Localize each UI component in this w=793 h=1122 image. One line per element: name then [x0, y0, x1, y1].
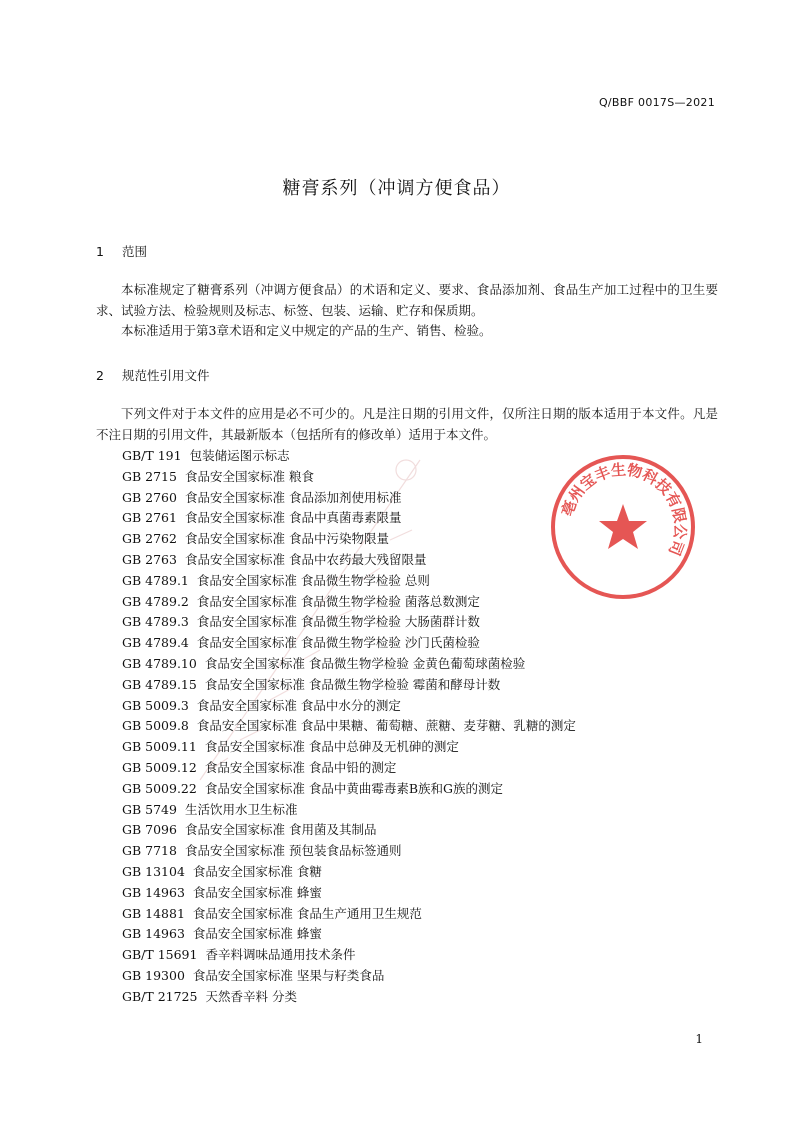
- page-number: 1: [695, 1032, 703, 1046]
- reference-item: [122, 779, 576, 800]
- reference-code: GB 5009.8: [122, 718, 189, 734]
- reference-title: 食品安全国家标准 食品添加剂使用标准: [184, 489, 402, 505]
- reference-title: 食品安全国家标准 食品中污染物限量: [184, 531, 389, 547]
- reference-code: GB 2761: [122, 510, 177, 526]
- reference-code: GB 14881: [122, 905, 185, 921]
- reference-title: 食品安全国家标准 食品中铅的测定: [204, 759, 397, 775]
- reference-title: 食品安全国家标准 蜂蜜: [192, 926, 322, 942]
- reference-title: 食品安全国家标准 食品中水分的测定: [196, 697, 401, 713]
- reference-item: [122, 571, 576, 592]
- reference-code: GB 2715: [122, 468, 177, 484]
- reference-title: 食品安全国家标准 食品微生物学检验 总则: [196, 572, 430, 588]
- reference-code: GB 7096: [122, 822, 177, 838]
- reference-title: 食品安全国家标准 坚果与籽类食品: [192, 967, 385, 983]
- reference-title: 食品安全国家标准 食糖: [192, 863, 322, 879]
- reference-item: [122, 446, 576, 467]
- reference-code: GB 4789.3: [122, 614, 189, 630]
- reference-title: 生活饮用水卫生标准: [184, 801, 298, 817]
- reference-item: [122, 529, 576, 550]
- reference-item: [122, 550, 576, 571]
- reference-item: [122, 716, 576, 737]
- reference-title: 食品安全国家标准 食品微生物学检验 霉菌和酵母计数: [204, 676, 501, 692]
- reference-item: [122, 508, 576, 529]
- section-2-heading: [96, 366, 210, 384]
- scope-paragraph-1: 本标准规定了糖膏系列（冲调方便食品）的术语和定义、要求、食品添加剂、食品生产加工过程中的卫生要求、试验方法、检验规则及标志、标签、包装、运输、贮存和保质期。: [96, 282, 718, 318]
- reference-item: [122, 883, 576, 904]
- reference-code: GB 14963: [122, 926, 185, 942]
- reference-title: 食品安全国家标准 预包装食品标签通则: [184, 843, 402, 859]
- reference-item: [122, 945, 576, 966]
- company-seal-stamp: [548, 452, 698, 602]
- document-title: 糖膏系列（冲调方便食品）: [282, 178, 511, 199]
- reference-item: [122, 966, 576, 987]
- reference-item: [122, 612, 576, 633]
- reference-title: 食品安全国家标准 食品生产通用卫生规范: [192, 905, 422, 921]
- reference-item: [122, 467, 576, 488]
- reference-code: GB 13104: [122, 863, 185, 879]
- reference-item: [122, 987, 576, 1008]
- reference-code: GB 4789.1: [122, 572, 189, 588]
- reference-item: [122, 654, 576, 675]
- section-title: 范围: [121, 244, 147, 259]
- reference-code: GB 5009.3: [122, 697, 189, 713]
- reference-item: [122, 737, 576, 758]
- reference-code: GB 19300: [122, 967, 185, 983]
- reference-title: 天然香辛料 分类: [205, 988, 297, 1004]
- reference-title: 食品安全国家标准 食品微生物学检验 金黄色葡萄球菌检验: [204, 655, 526, 671]
- document-code: Q/BBF 0017S—2021: [598, 96, 715, 109]
- reference-code: GB 4789.2: [122, 593, 189, 609]
- reference-code: GB 5009.22: [122, 780, 197, 796]
- reference-code: GB 5749: [122, 801, 177, 817]
- reference-title: 食品安全国家标准 食品中果糖、葡萄糖、蔗糖、麦芽糖、乳糖的测定: [196, 718, 576, 734]
- reference-title: 食品安全国家标准 蜂蜜: [192, 884, 322, 900]
- reference-title: 食品安全国家标准 食品中总砷及无机砷的测定: [204, 739, 459, 755]
- section-1-heading: [96, 242, 147, 260]
- reference-code: GB 5009.12: [122, 759, 197, 775]
- reference-item: [122, 924, 576, 945]
- reference-item: [122, 488, 576, 509]
- reference-code: GB 2760: [122, 489, 177, 505]
- reference-title: 食品安全国家标准 食品中农药最大残留限量: [184, 551, 427, 567]
- reference-item: [122, 904, 576, 925]
- reference-item: [122, 592, 576, 613]
- reference-title: 食品安全国家标准 食品中真菌毒素限量: [184, 510, 402, 526]
- reference-code: GB/T 21725: [122, 988, 198, 1004]
- reference-item: [122, 820, 576, 841]
- reference-code: GB 4789.4: [122, 635, 189, 651]
- reference-item: [122, 696, 576, 717]
- reference-list: [122, 446, 576, 1008]
- reference-title: 香辛料调味品通用技术条件: [205, 947, 356, 963]
- reference-code: GB/T 15691: [122, 947, 198, 963]
- reference-item: [122, 633, 576, 654]
- reference-title: 食品安全国家标准 食品微生物学检验 菌落总数测定: [196, 593, 480, 609]
- reference-title: 食品安全国家标准 食品微生物学检验 沙门氏菌检验: [196, 635, 480, 651]
- reference-code: GB 4789.10: [122, 655, 197, 671]
- reference-title: 食品安全国家标准 食品中黄曲霉毒素B族和G族的测定: [204, 780, 503, 796]
- reference-code: GB 2763: [122, 551, 177, 567]
- reference-item: [122, 675, 576, 696]
- reference-title: 包装储运图示标志: [189, 448, 290, 463]
- reference-code: GB/T 191: [122, 448, 182, 463]
- reference-title: 食品安全国家标准 食用菌及其制品: [184, 822, 377, 838]
- reference-code: GB 5009.11: [122, 739, 197, 755]
- reference-code: GB 14963: [122, 884, 185, 900]
- seal-text: 亳州宝丰生物科技有限公司: [558, 460, 690, 559]
- section-number: 1: [96, 244, 104, 259]
- reference-title: 食品安全国家标准 粮食: [184, 468, 314, 484]
- section-title: 规范性引用文件: [121, 368, 210, 383]
- reference-item: [122, 862, 576, 883]
- reference-code: GB 7718: [122, 843, 177, 859]
- reference-item: [122, 841, 576, 862]
- reference-item: [122, 800, 576, 821]
- references-intro-paragraph: 下列文件对于本文件的应用是必不可少的。凡是注日期的引用文件，仅所注日期的版本适用于本文件。凡是不注日期的引用文件，其最新版本（包括所有的修改单）适用于本文件。: [96, 406, 718, 442]
- scope-paragraph-2: 本标准适用于第3章术语和定义中规定的产品的生产、销售、检验。: [121, 323, 492, 338]
- reference-code: GB 2762: [122, 531, 177, 547]
- star-icon: [599, 504, 647, 549]
- section-number: 2: [96, 368, 104, 383]
- reference-code: GB 4789.15: [122, 676, 197, 692]
- reference-title: 食品安全国家标准 食品微生物学检验 大肠菌群计数: [196, 614, 480, 630]
- reference-item: [122, 758, 576, 779]
